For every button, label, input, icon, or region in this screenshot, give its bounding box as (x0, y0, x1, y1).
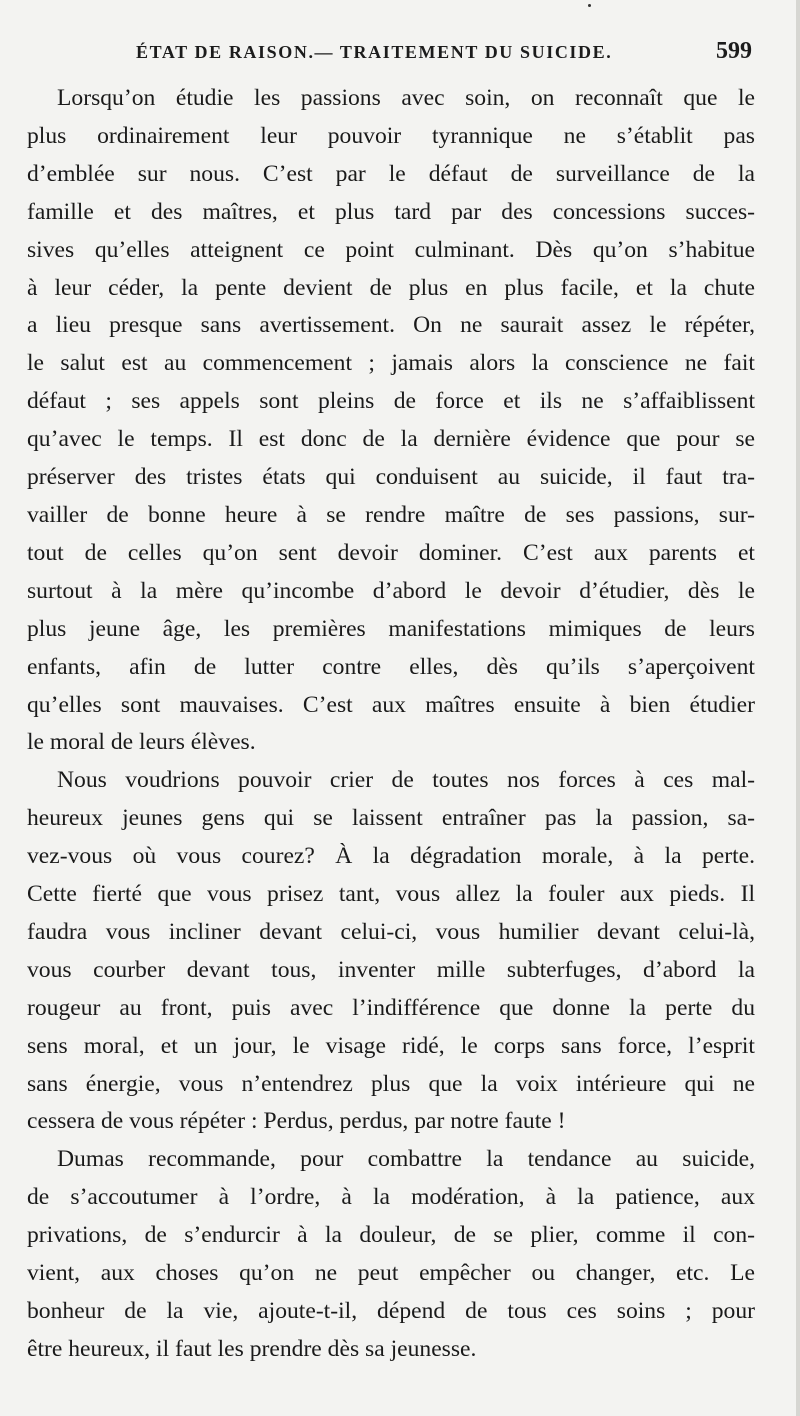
text-line: qu’avec le temps. Il est donc de la dernière évidence que pour se (27, 426, 755, 453)
text-line: vient, aux choses qu’on ne peut empêcher ou changer, etc. Le (27, 1260, 755, 1287)
text-line: famille et des maîtres, et plus tard par des concessions succes- (27, 198, 755, 225)
text-line: Cette fierté que vous prisez tant, vous allez la fouler aux pieds. Il (27, 881, 755, 908)
body-text (27, 80, 755, 1369)
text-line: sens moral, et un jour, le visage ridé, le corps sans force, l’esprit (27, 1032, 755, 1059)
paragraph-1 (27, 80, 755, 762)
text-line: être heureux, il faut les prendre dès sa jeunesse. (27, 1335, 477, 1362)
text-line: tout de celles qu’on sent devoir dominer. C’est aux parents et (27, 539, 755, 566)
paragraph-2 (27, 762, 755, 1141)
text-line: qu’elles sont mauvaises. C’est aux maîtres ensuite à bien étudier (27, 691, 755, 718)
text-line: bonheur de la vie, ajoute-t-il, dépend de tous ces soins ; pour (27, 1298, 755, 1324)
page-header (28, 38, 754, 72)
text-line: enfants, afin de lutter contre elles, dès qu’ils s’aperçoivent (27, 653, 755, 680)
page-number: 599 (716, 38, 752, 64)
running-head: ÉTAT DE RAISON.— TRAITEMENT DU SUICIDE. (136, 42, 613, 62)
text-line: surtout à la mère qu’incombe d’abord le devoir d’étudier, dès le (27, 577, 755, 604)
text-line: de s’accoutumer à l’ordre, à la modération, à la patience, aux (27, 1184, 755, 1211)
text-line: cessera de vous répéter : Perdus, perdus, par notre faute ! (27, 1108, 566, 1135)
text-line: défaut ; ses appels sont pleins de force et ils ne s’affaiblissent (27, 388, 755, 415)
text-line: vous courber devant tous, inventer mille subterfuges, d’abord la (27, 956, 755, 983)
text-line: faudra vous incliner devant celui-ci, vous humilier devant celui-là, (27, 918, 755, 945)
text-line: sives qu’elles atteignent ce point culminant. Dès qu’on s’habitue (27, 236, 755, 263)
text-line: heureux jeunes gens qui se laissent entraîner pas la passion, sa- (27, 805, 755, 832)
text-line: le salut est au commencement ; jamais alors la conscience ne fait (27, 350, 755, 377)
text-line: Dumas recommande, pour combattre la tendance au suicide, (57, 1146, 755, 1173)
text-line: préserver des tristes états qui conduisent au suicide, il faut tra- (27, 464, 755, 491)
print-speck (588, 4, 591, 7)
text-line: sans énergie, vous n’entendrez plus que la voix intérieure qui ne (27, 1070, 755, 1097)
text-line: Nous voudrions pouvoir crier de toutes nos forces à ces mal- (57, 767, 755, 794)
paragraph-3 (27, 1141, 755, 1368)
text-line: vez-vous où vous courez? À la dégradation morale, à la perte. (27, 843, 755, 870)
text-line: Lorsqu’on étudie les passions avec soin, on reconnaît que le (57, 85, 755, 111)
text-line: a lieu presque sans avertissement. On ne saurait assez le répéter, (27, 312, 755, 339)
text-line: à leur céder, la pente devient de plus en plus facile, et la chute (27, 274, 755, 301)
text-line: privations, de s’endurcir à la douleur, de se plier, comme il con- (27, 1222, 755, 1249)
text-line: plus ordinairement leur pouvoir tyrannique ne s’établit pas (27, 122, 755, 149)
text-line: le moral de leurs élèves. (27, 729, 256, 756)
text-line: d’emblée sur nous. C’est par le défaut de surveillance de la (27, 160, 755, 187)
text-line: plus jeune âge, les premières manifestations mimiques de leurs (27, 615, 755, 642)
text-line: vailler de bonne heure à se rendre maître de ses passions, sur- (27, 501, 755, 528)
text-line: rougeur au front, puis avec l’indifférence que donne la perte du (27, 994, 755, 1021)
